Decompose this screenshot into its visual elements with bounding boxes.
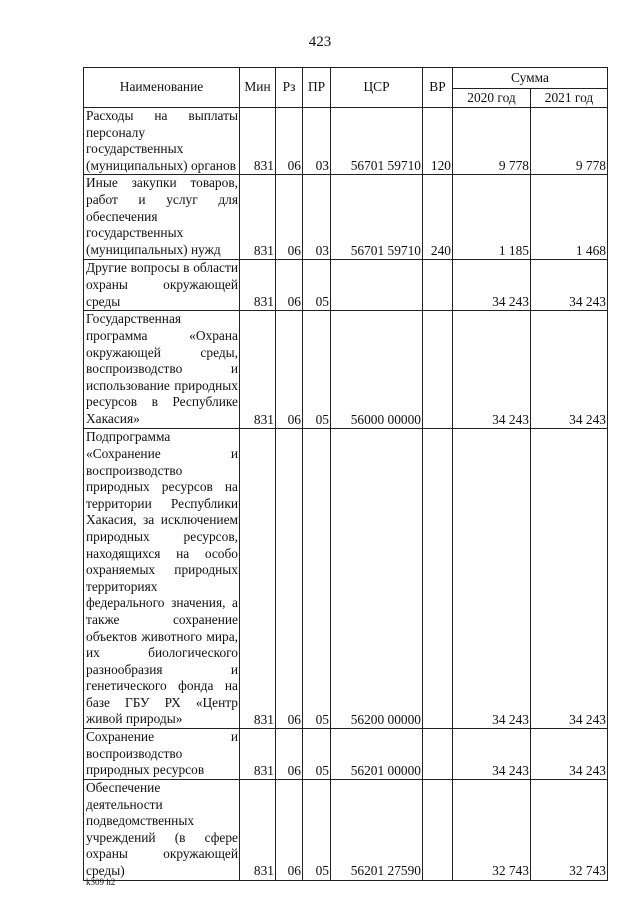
row-pr: 05 [303,729,331,780]
row-rz: 06 [276,729,303,780]
row-2020: 34 243 [453,311,531,429]
row-csr: 56200 00000 [331,429,423,729]
row-2020: 34 243 [453,729,531,780]
row-csr: 56701 59710 [331,175,423,260]
row-name: Сохранение и воспроизводство природных ресурсов [84,729,240,780]
row-vr [423,311,453,429]
row-min: 831 [240,175,276,260]
row-name: Иные закупки товаров, работ и услуг для обеспечения государственных (муниципальных) нужд [84,175,240,260]
row-name: Государственная программа «Охрана окружающей среды, воспроизводство и использование природных ресурсов в Республике Хакасия» [84,311,240,429]
header-vr: ВР [423,68,453,108]
row-2021: 34 243 [531,311,608,429]
row-rz: 06 [276,108,303,175]
header-year-2020: 2020 год [453,89,531,108]
row-2020: 32 743 [453,780,531,881]
row-pr: 05 [303,260,331,311]
row-pr: 05 [303,429,331,729]
row-min: 831 [240,429,276,729]
row-name: Другие вопросы в области охраны окружающей среды [84,260,240,311]
row-rz: 06 [276,429,303,729]
row-rz: 06 [276,175,303,260]
row-2021: 34 243 [531,429,608,729]
row-2021: 32 743 [531,780,608,881]
row-vr [423,780,453,881]
row-2020: 34 243 [453,260,531,311]
table-row [84,311,608,429]
row-vr: 120 [423,108,453,175]
row-rz: 06 [276,260,303,311]
row-min: 831 [240,108,276,175]
header-year-2021: 2021 год [531,89,608,108]
row-name: Расходы на выплаты персоналу государственных (муниципальных) органов [84,108,240,175]
table-row [84,175,608,260]
row-name: Подпрограмма «Сохранение и воспроизводство природных ресурсов на территории Республики Хакасия, за исключением природных ресурсов, находящихся на особо охраняемых природных территориях федерального значения, а также сохранение объектов животного мира, их биологического разнообразия и генетического фонда на базе ГБУ РХ «Центр живой природы» [84,429,240,729]
row-rz: 06 [276,780,303,881]
row-vr: 240 [423,175,453,260]
table-row [84,108,608,175]
row-csr [331,260,423,311]
header-pr: ПР [303,68,331,108]
row-2021: 34 243 [531,260,608,311]
row-min: 831 [240,260,276,311]
header-sum: Сумма [453,68,608,89]
table-row [84,729,608,780]
row-pr: 03 [303,175,331,260]
budget-table [83,67,608,881]
row-pr: 05 [303,780,331,881]
row-rz: 06 [276,311,303,429]
row-pr: 05 [303,311,331,429]
row-min: 831 [240,729,276,780]
row-csr: 56701 59710 [331,108,423,175]
row-csr: 56000 00000 [331,311,423,429]
row-2021: 9 778 [531,108,608,175]
footer-code: k309 h2 [86,877,116,887]
header-name: Наименование [84,68,240,108]
row-2021: 1 468 [531,175,608,260]
row-csr: 56201 27590 [331,780,423,881]
header-csr: ЦСР [331,68,423,108]
table-row [84,260,608,311]
row-vr [423,260,453,311]
header-min: Мин [240,68,276,108]
row-pr: 03 [303,108,331,175]
row-2020: 34 243 [453,429,531,729]
row-2020: 1 185 [453,175,531,260]
table-row [84,429,608,729]
header-rz: Рз [276,68,303,108]
row-vr [423,429,453,729]
row-csr: 56201 00000 [331,729,423,780]
row-vr [423,729,453,780]
row-name: Обеспечение деятельности подведомственных учреждений (в сфере охраны окружающей среды) [84,780,240,881]
row-min: 831 [240,780,276,881]
table-row [84,780,608,881]
page-number: 423 [308,34,332,50]
row-min: 831 [240,311,276,429]
row-2021: 34 243 [531,729,608,780]
row-2020: 9 778 [453,108,531,175]
